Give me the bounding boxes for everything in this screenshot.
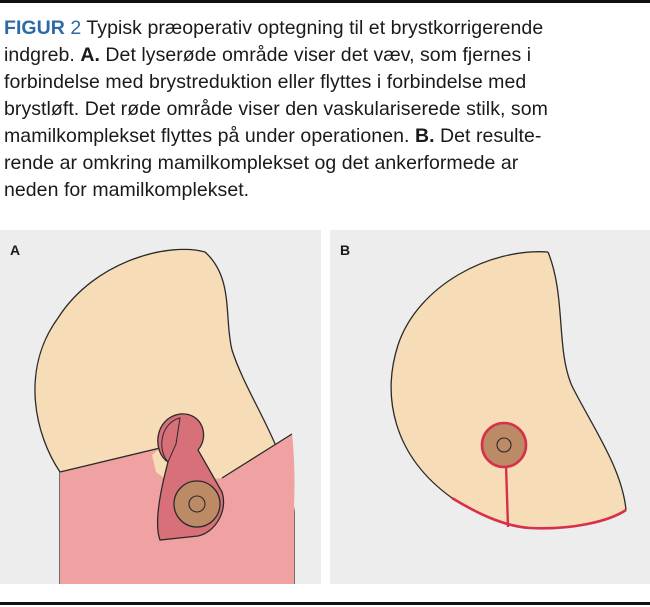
panel-a (0, 230, 321, 584)
caption-line-3: forbindelse med brystreduktion eller flyttes i forbindelse med (4, 71, 527, 93)
panel-b-illustration (330, 230, 650, 584)
caption-line-6: rende ar omkring mamilkomplekset og det ankerformede ar (4, 152, 519, 174)
panel-a-illustration (0, 230, 321, 584)
caption-line-7: neden for mamilkomplekset. (4, 179, 250, 201)
nipple-a (189, 496, 205, 512)
panel-a-letter: A (10, 242, 21, 258)
breast-outline-b (391, 252, 626, 529)
panel-b-letter: B (340, 242, 351, 258)
caption-line-5: mamilkomplekset flyttes på under operationen. B. Det resulte- (4, 125, 542, 147)
figure-caption (4, 15, 644, 204)
panel-b (330, 230, 650, 584)
label-b-ref: B. (414, 125, 435, 147)
caption-line-4: brystløft. Det røde område viser den vaskulariserede stilk, som (4, 98, 548, 120)
caption-line-2: indgreb. A. Det lyserøde område viser det væv, som fjernes i (4, 44, 532, 66)
bottom-rule (0, 602, 650, 605)
caption-line-1: FIGUR 2 Typisk præoperativ optegning til et brystkorrigerende (4, 17, 544, 39)
label-a-ref: A. (80, 44, 100, 66)
nipple-b (497, 438, 511, 452)
top-rule (0, 0, 650, 3)
figure-label: FIGUR 2 (4, 17, 82, 39)
